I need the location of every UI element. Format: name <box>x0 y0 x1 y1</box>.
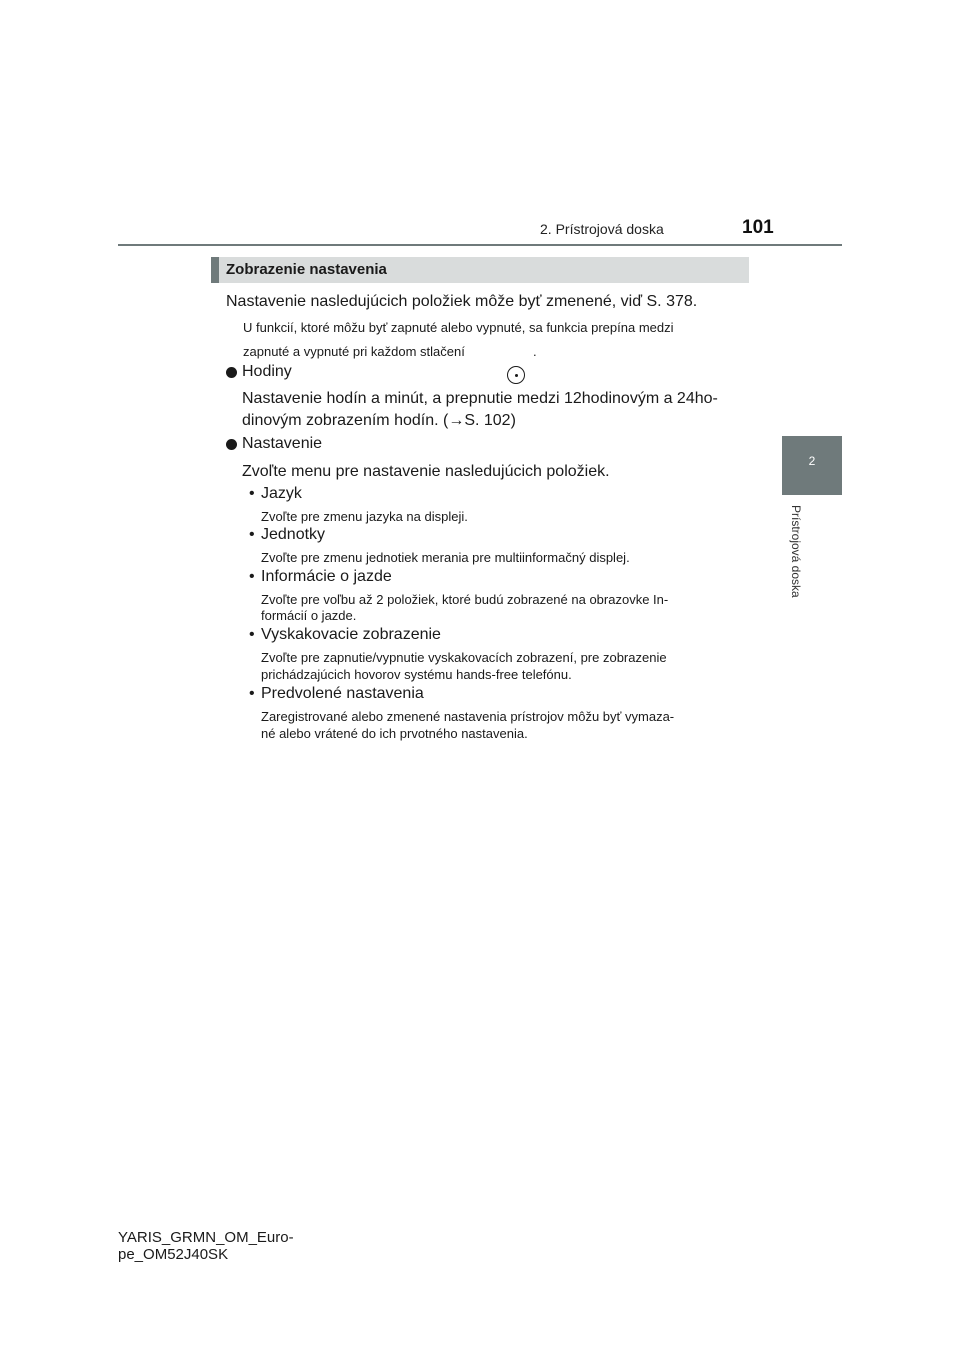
sub-bullet-icon: • <box>249 626 255 643</box>
sub-item-title-jednotky: Jednotky <box>261 526 326 543</box>
enter-button-icon <box>507 366 525 384</box>
sub-bullet-icon: • <box>249 685 255 702</box>
bullet-icon <box>226 439 237 450</box>
note-line-2-text: zapnuté a vypnuté pri každom stlačení <box>243 344 465 359</box>
document-code-line-2: pe_OM52J40SK <box>118 1246 229 1263</box>
sub-item-desc-jednotky: Zvoľte pre zmenu jednotiek merania pre multiinformačný displej. <box>261 550 630 565</box>
chapter-title: 2. Prístrojová doska <box>540 221 664 237</box>
sub-item-desc-informacie-1: Zvoľte pre voľbu až 2 položiek, ktoré budú zobrazené na obrazovke In- <box>261 592 669 607</box>
intro-text: Nastavenie nasledujúcich položiek môže byť zmenené, viď S. 378. <box>226 293 698 310</box>
item-desc-hodiny-1: Nastavenie hodín a minút, a prepnutie medzi 12hodinovým a 24ho- <box>242 390 718 407</box>
sub-bullet-icon: • <box>249 485 255 502</box>
page-number: 101 <box>742 217 774 238</box>
section-heading-accent <box>211 257 219 283</box>
sub-item-desc-vyskakovacie-1: Zvoľte pre zapnutie/vypnutie vyskakovacích zobrazení, pre zobrazenie <box>261 650 667 665</box>
sub-item-title-jazyk: Jazyk <box>261 485 302 502</box>
sub-item-desc-jazyk: Zvoľte pre zmenu jazyka na displeji. <box>261 509 468 524</box>
sub-item-desc-vyskakovacie-2: prichádzajúcich hovorov systému hands-free telefónu. <box>261 667 572 682</box>
sub-item-title-vyskakovacie: Vyskakovacie zobrazenie <box>261 626 441 643</box>
note-line-2-end: . <box>533 344 537 359</box>
item-title-hodiny: Hodiny <box>242 363 292 380</box>
sub-bullet-icon: • <box>249 568 255 585</box>
item-title-nastavenie: Nastavenie <box>242 435 323 452</box>
bullet-icon <box>226 367 237 378</box>
item-desc-nastavenie: Zvoľte menu pre nastavenie nasledujúcich položiek. <box>242 463 610 480</box>
section-heading: Zobrazenie nastavenia <box>226 261 387 278</box>
chapter-tab-label: Prístrojová doska <box>789 505 803 598</box>
sub-item-title-informacie: Informácie o jazde <box>261 568 392 585</box>
item-desc-hodiny-2: dinovým zobrazením hodín. (→S. 102) <box>242 412 516 429</box>
sub-item-desc-predvolene-2: né alebo vrátené do ich prvotného nastavenia. <box>261 726 528 741</box>
chapter-tab-number: 2 <box>808 454 816 468</box>
sub-item-title-predvolene: Predvolené nastavenia <box>261 685 424 702</box>
sub-item-desc-predvolene-1: Zaregistrované alebo zmenené nastavenia prístrojov môžu byť vymaza- <box>261 709 675 724</box>
note-line-1: U funkcií, ktoré môžu byť zapnuté alebo vypnuté, sa funkcia prepína medzi <box>243 320 674 335</box>
document-code <box>118 1229 294 1263</box>
sub-item-desc-informacie-2: formácií o jazde. <box>261 608 357 623</box>
document-code-line-1: YARIS_GRMN_OM_Euro- <box>118 1229 294 1246</box>
page-header <box>0 0 960 250</box>
header-divider <box>118 244 842 246</box>
sub-bullet-icon: • <box>249 526 255 543</box>
note-line-2 <box>243 344 465 359</box>
